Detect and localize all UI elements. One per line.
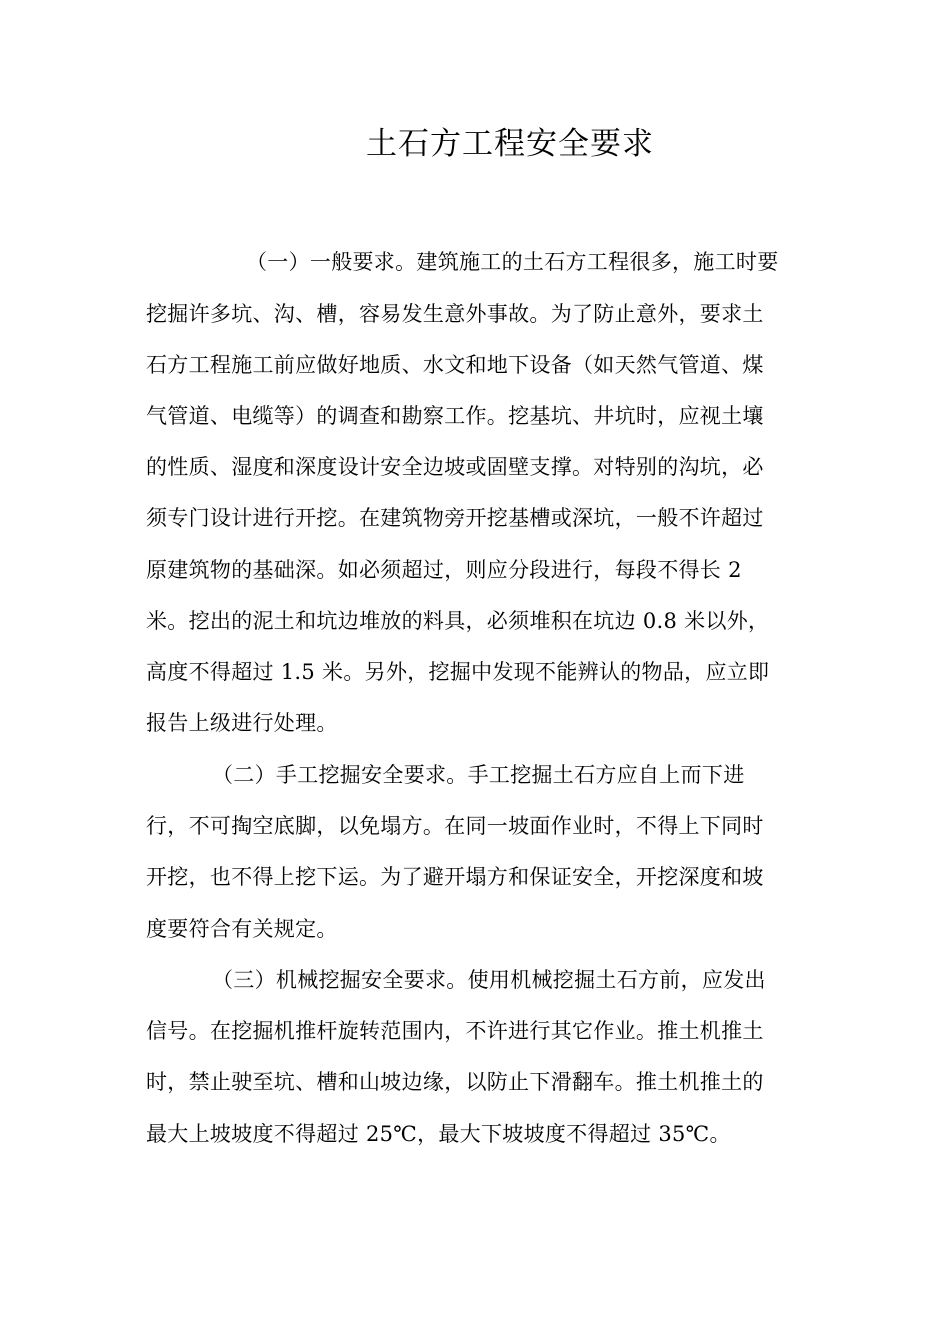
paragraph-1-line-3: 石方工程施工前应做好地质、水文和地下设备（如天然气管道、煤 [146,353,764,377]
paragraph-3-line-4: 最大上坡坡度不得超过 25℃，最大下坡坡度不得超过 35℃。 [146,1122,731,1146]
paragraph-1-line-10: 报告上级进行处理。 [146,711,338,735]
paragraph-1-line-7: 原建筑物的基础深。如必须超过，则应分段进行，每段不得长 2 [146,558,742,582]
paragraph-3-line-2: 信号。在挖掘机推杆旋转范围内，不许进行其它作业。推土机推土 [146,1019,764,1043]
paragraph-3-line-1: （三）机械挖掘安全要求。使用机械挖掘土石方前，应发出 [212,968,766,992]
paragraph-2-line-4: 度要符合有关规定。 [146,917,338,941]
paragraph-1-line-9: 高度不得超过 1.5 米。另外，挖掘中发现不能辨认的物品，应立即 [146,660,770,684]
paragraph-3-line-3: 时，禁止驶至坑、槽和山坡边缘，以防止下滑翻车。推土机推土的 [146,1070,764,1094]
paragraph-2-line-1: （二）手工挖掘安全要求。手工挖掘土石方应自上而下进 [212,763,745,787]
paragraph-1-line-5: 的性质、湿度和深度设计安全边坡或固壁支撑。对特别的沟坑，必 [146,455,764,479]
paragraph-1-line-8: 米。挖出的泥土和坑边堆放的料具，必须堆积在坑边 0.8 米以外， [146,609,770,633]
paragraph-2-line-2: 行，不可掏空底脚，以免塌方。在同一坡面作业时，不得上下同时 [146,814,764,838]
paragraph-1-line-6: 须专门设计进行开挖。在建筑物旁开挖基槽或深坑，一般不许超过 [146,506,764,530]
paragraph-1-line-4: 气管道、电缆等）的调查和勘察工作。挖基坑、井坑时，应视土壤 [146,404,764,428]
paragraph-1-line-2: 挖掘许多坑、沟、槽，容易发生意外事故。为了防止意外，要求土 [146,302,764,326]
paragraph-1-line-1: （一）一般要求。建筑施工的土石方工程很多，施工时要 [246,250,779,274]
document-title: 土石方工程安全要求 [366,126,654,162]
paragraph-2-line-3: 开挖，也不得上挖下运。为了避开塌方和保证安全，开挖深度和坡 [146,865,764,889]
